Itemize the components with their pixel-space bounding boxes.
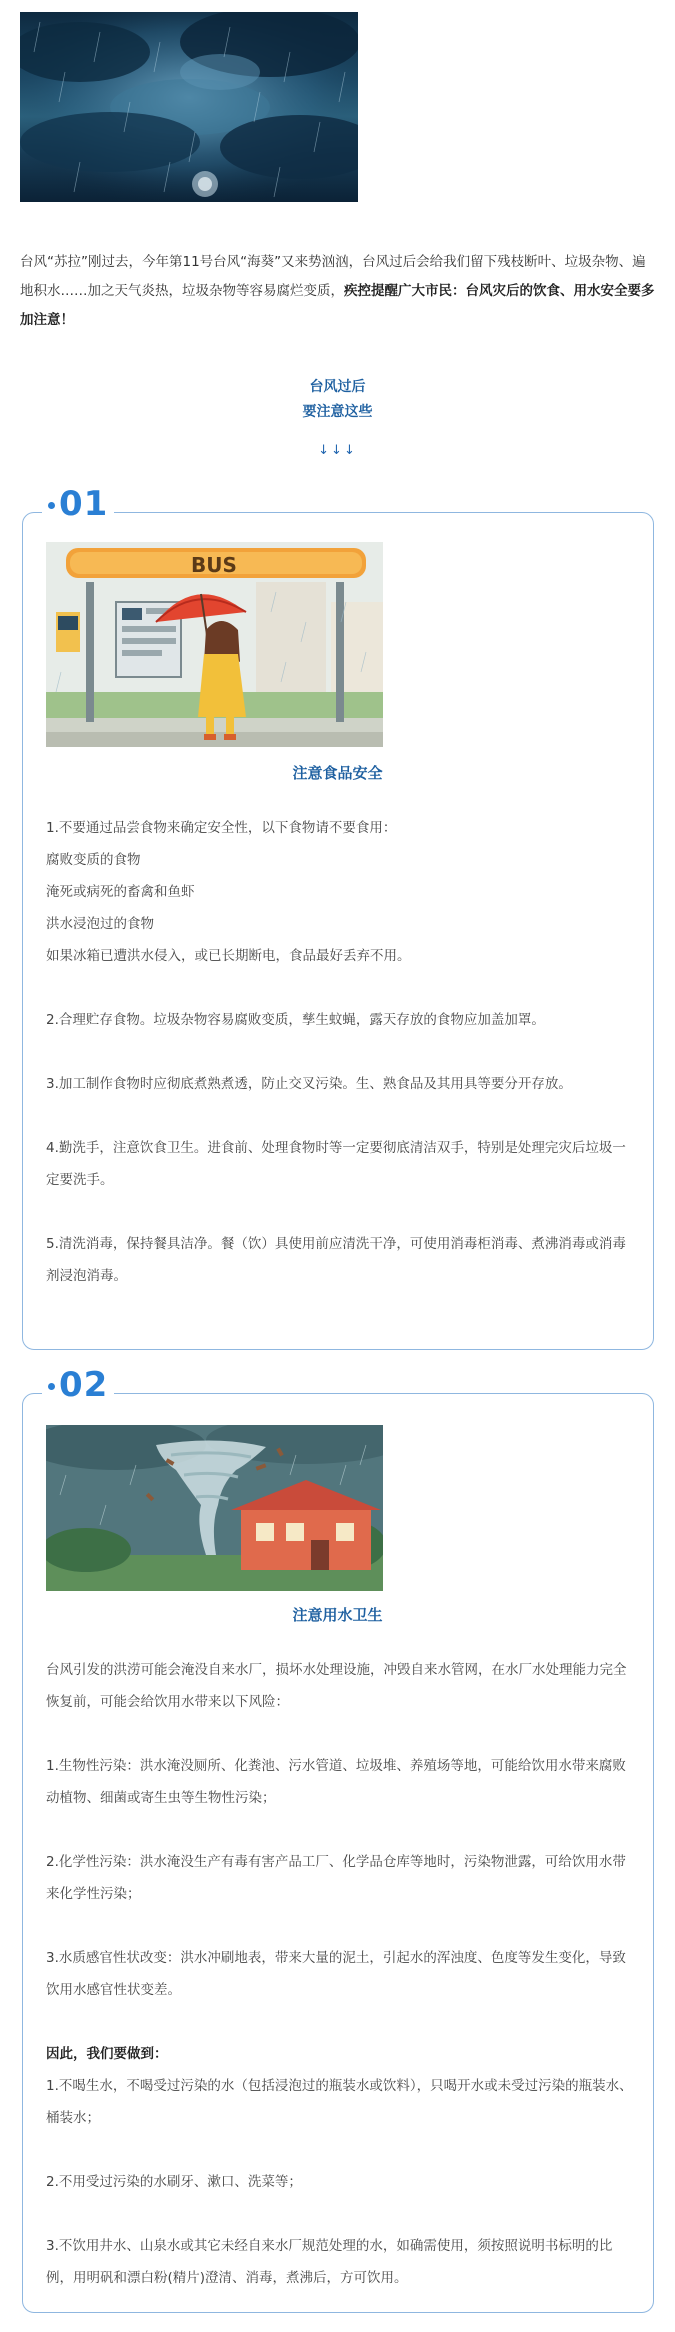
section-number-02 xyxy=(42,1365,114,1405)
water-action-3: 3.不饮用井水、山泉水或其它未经自来水厂规范处理的水，如确需使用，须按照说明书标明的比例，用明矾和漂白粉(精片)澄清、消毒，煮沸后，方可饮用。 xyxy=(46,2238,613,2286)
therefore-heading: 因此，我们要做到： xyxy=(46,2046,168,2062)
food-safety-content xyxy=(46,812,638,1292)
section-number-text: 02 xyxy=(59,1365,109,1405)
attention-heading: 要注意这些 xyxy=(302,404,373,420)
bullet-dot-icon xyxy=(48,502,55,509)
food-item-5: 5.清洗消毒，保持餐具洁净。餐（饮）具使用前应清洗干净，可使用消毒柜消毒、煮沸消毒或消毒剂浸泡消毒。 xyxy=(46,1236,626,1284)
water-action-1: 1.不喝生水，不喝受过污染的水（包括浸泡过的瓶装水或饮料），只喝开水或未受过污染的瓶装水、桶装水； xyxy=(46,2078,633,2126)
water-hygiene-title: 注意用水卫生 xyxy=(292,1606,383,1624)
water-action-2: 2.不用受过污染的水刷牙、漱口、洗菜等； xyxy=(46,2174,302,2190)
after-typhoon-heading: 台风过后 xyxy=(309,379,366,395)
section-number-01 xyxy=(42,484,114,524)
water-risk-1: 1.生物性污染：洪水淹没厕所、化粪池、污水管道、垃圾堆、养殖场等地，可能给饮用水带来腐败动植物、细菌或寄生虫等生物性污染； xyxy=(46,1758,626,1806)
bus-stop-illustration xyxy=(46,542,383,747)
food-item-1c: 洪水浸泡过的食物 xyxy=(46,916,154,932)
food-item-1d: 如果冰箱已遭洪水侵入，或已长期断电，食品最好丢弃不用。 xyxy=(46,948,411,964)
intro-text: 台风“苏拉”刚过去，今年第11号台风“海葵”又来势汹汹，台风过后会给我们留下残枝断叶、垃圾杂物、遍地积水……加之天气炎热，垃圾杂物等容易腐烂变质， xyxy=(20,254,646,299)
food-safety-title: 注意食品安全 xyxy=(292,764,383,782)
down-arrows: ↓↓↓ xyxy=(318,443,357,458)
food-item-2: 2.合理贮存食物。垃圾杂物容易腐败变质，孳生蚊蝇，露天存放的食物应加盖加罩。 xyxy=(46,1012,545,1028)
food-item-1a: 腐败变质的食物 xyxy=(46,852,141,868)
water-hygiene-content xyxy=(46,1654,638,2294)
section-number-text: 01 xyxy=(59,484,109,524)
storm-hero-image xyxy=(20,12,358,202)
food-item-1b: 淹死或病死的畜禽和鱼虾 xyxy=(46,884,195,900)
food-item-4: 4.勤洗手，注意饮食卫生。进食前、处理食物时等一定要彻底清洁双手，特别是处理完灾后垃圾一定要洗手。 xyxy=(46,1140,626,1188)
food-item-1: 1.不要通过品尝食物来确定安全性，以下食物请不要食用： xyxy=(46,820,397,836)
bullet-dot-icon xyxy=(48,1383,55,1390)
tornado-house-illustration xyxy=(46,1425,383,1591)
bus-sign-text: BUS xyxy=(191,553,237,577)
intro-paragraph xyxy=(20,248,656,335)
water-risk-2: 2.化学性污染：洪水淹没生产有毒有害产品工厂、化学品仓库等地时，污染物泄露，可给饮用水带来化学性污染； xyxy=(46,1854,626,1902)
intro-bold-text: 疾控提醒广大市民：台风灾后的饮食、用水安全要多加注意！ xyxy=(20,283,655,328)
food-item-3: 3.加工制作食物时应彻底煮熟煮透，防止交叉污染。生、熟食品及其用具等要分开存放。 xyxy=(46,1076,572,1092)
water-risk-3: 3.水质感官性状改变：洪水冲刷地表，带来大量的泥土，引起水的浑浊度、色度等发生变化，导致饮用水感官性状变差。 xyxy=(46,1950,626,1998)
water-intro: 台风引发的洪涝可能会淹没自来水厂，损坏水处理设施，冲毁自来水管网，在水厂水处理能力完全恢复前，可能会给饮用水带来以下风险： xyxy=(46,1662,627,1710)
